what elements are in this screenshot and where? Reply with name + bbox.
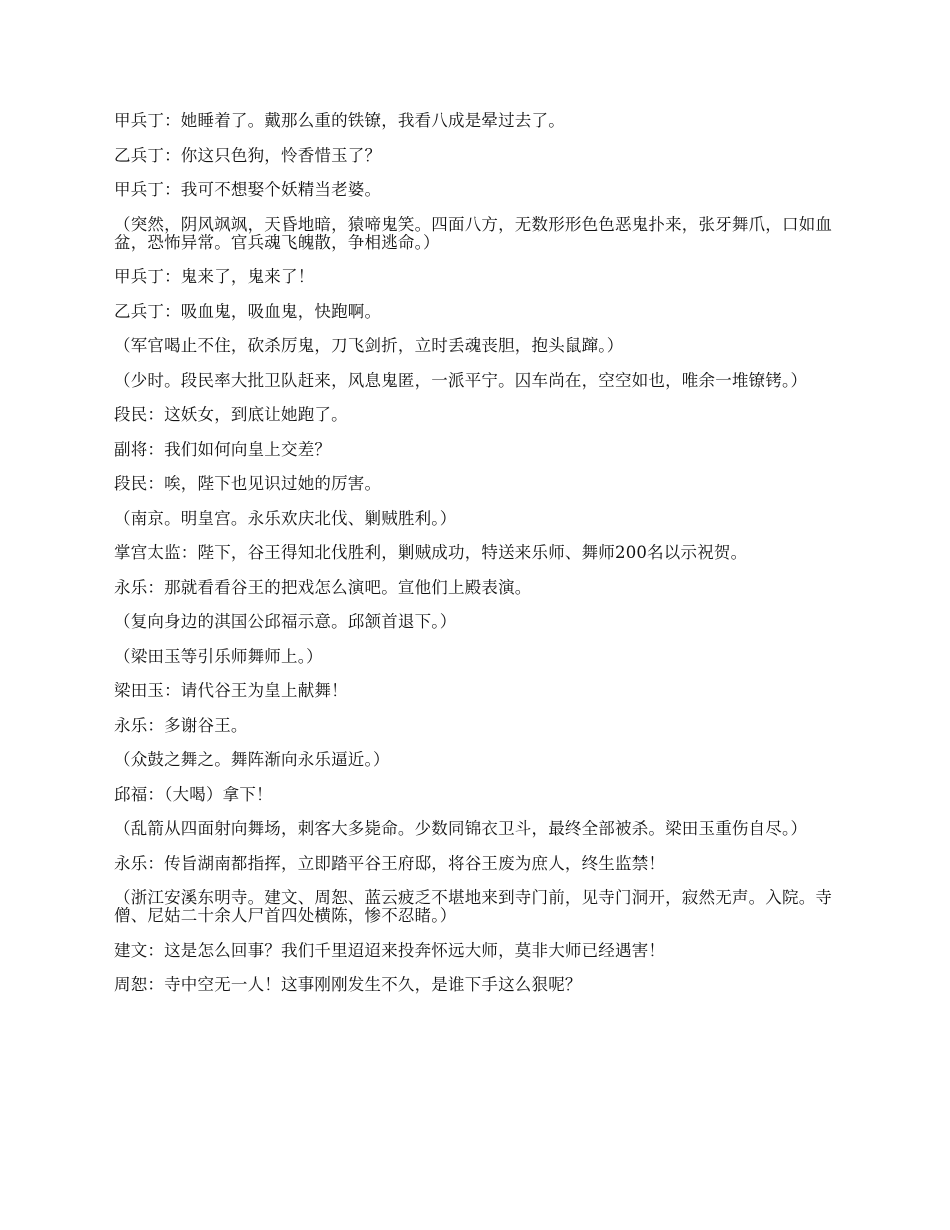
paragraph-6: 乙兵丁：吸血鬼，吸血鬼，快跑啊。 (114, 301, 382, 321)
paragraph-25: 周恕：寺中空无一人！这事刚刚发生不久，是谁下手这么狠呢？ (114, 975, 582, 994)
paragraph-24: 建文：这是怎么回事？我们千里迢迢来投奔怀远大师，莫非大师已经遇害！ (114, 940, 666, 960)
paragraph-20: 邱福：（大喝）拿下！ (114, 784, 273, 804)
paragraph-5: 甲兵丁：鬼来了，鬼来了！ (114, 267, 315, 286)
paragraph-14: 永乐：那就看看谷王的把戏怎么演吧。宣他们上殿表演。 (114, 577, 532, 597)
paragraph-15: （复向身边的淇国公邱福示意。邱颔首退下。） (114, 612, 457, 631)
paragraph-17: 梁田玉：请代谷王为皇上献舞！ (114, 681, 348, 700)
paragraph-3: 甲兵丁：我可不想娶个妖精当老婆。 (114, 180, 382, 199)
paragraph-18: 永乐：多谢谷王。 (114, 715, 248, 735)
paragraph-11: 段民：唉，陛下也见识过她的厉害。 (114, 474, 382, 493)
document-body (114, 112, 842, 1011)
paragraph-19: （众鼓之舞之。舞阵渐向永乐逼近。） (114, 750, 390, 769)
paragraph-12: （南京。明皇宫。永乐欢庆北伐、剿贼胜利。） (114, 508, 457, 528)
paragraph-16: （梁田玉等引乐师舞师上。） (114, 646, 323, 666)
paragraph-21: （乱箭从四面射向舞场，刺客大多毙命。少数同锦衣卫斗，最终全部被杀。梁田玉重伤自尽。） (114, 819, 808, 838)
paragraph-10: 副将：我们如何向皇上交差？ (114, 439, 332, 459)
paragraph-22: 永乐：传旨湖南都指挥，立即踏平谷王府邸，将谷王废为庶人，终生监禁！ (114, 853, 666, 873)
paragraph-23: （浙江安溪东明寺。建文、周恕、蓝云疲乏不堪地来到寺门前，见寺门洞开，寂然无声。入院。寺僧、尼姑二十余人尸首四处横陈，惨不忍睹。） (114, 888, 833, 925)
paragraph-1: 甲兵丁：她睡着了。戴那么重的铁镣，我看八成是晕过去了。 (114, 111, 565, 130)
paragraph-13: 掌宫太监：陛下，谷王得知北伐胜利，剿贼成功，特送来乐师、舞师200名以示祝贺。 (114, 543, 748, 562)
paragraph-7: （军官喝止不住，砍杀厉鬼，刀飞剑折，立时丢魂丧胆，抱头鼠蹿。） (114, 336, 624, 355)
paragraph-4: （突然，阴风飒飒，天昏地暗，猿啼鬼笑。四面八方，无数形形色色恶鬼扑来，张牙舞爪，口如血盆，恐怖异常。官兵魂飞魄散，争相逃命。） (114, 214, 833, 252)
paragraph-8: （少时。段民率大批卫队赶来，风息鬼匿，一派平宁。囚车尚在，空空如也，唯余一堆镣铐。） (114, 370, 808, 390)
paragraph-9: 段民：这妖女，到底让她跑了。 (114, 405, 348, 424)
paragraph-2: 乙兵丁：你这只色狗，怜香惜玉了？ (114, 145, 382, 165)
